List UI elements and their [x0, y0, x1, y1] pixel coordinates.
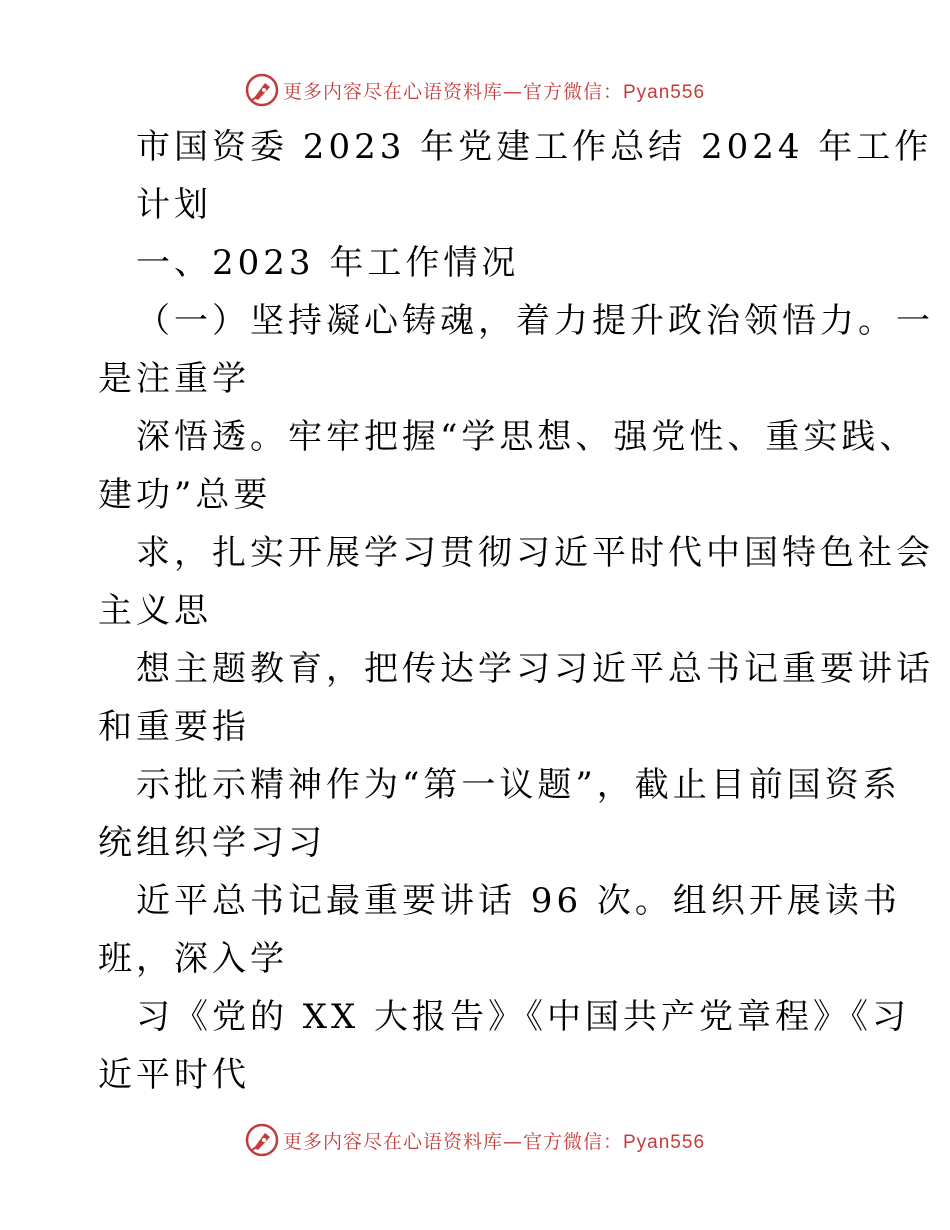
- pen-nib-logo-icon: [245, 73, 279, 107]
- text-line: 近平总书记最重要讲话 96 次。组织开展读书: [136, 881, 901, 921]
- doc-title-line-2: 计划: [136, 185, 212, 225]
- text-line: 是注重学: [98, 359, 250, 399]
- watermark-text: 更多内容尽在心语资料库—官方微信：Pyan556: [282, 1130, 706, 1153]
- text-line: 统组织学习习: [98, 823, 326, 863]
- doc-title-line-1: 市国资委 2023 年党建工作总结 2024 年工作: [136, 127, 933, 167]
- text-line: 求，扎实开展学习贯彻习近平时代中国特色社会: [136, 533, 934, 573]
- text-line: 近平时代: [98, 1055, 250, 1095]
- wechat-id: Pyan556: [623, 81, 706, 103]
- text-line: （一）坚持凝心铸魂，着力提升政治领悟力。一: [136, 301, 934, 341]
- wechat-id: Pyan556: [623, 1131, 706, 1153]
- text-line: 和重要指: [98, 707, 250, 747]
- section-heading: 一、2023 年工作情况: [136, 243, 520, 283]
- text-line: 班，深入学: [98, 939, 288, 979]
- header-watermark: [0, 70, 950, 110]
- text-line: 深悟透。牢牢把握“学思想、强党性、重实践、: [136, 417, 918, 457]
- watermark-text: 更多内容尽在心语资料库—官方微信：Pyan556: [282, 80, 706, 103]
- text-line: 示批示精神作为“第一议题”，截止目前国资系: [136, 765, 901, 805]
- text-line: 想主题教育，把传达学习习近平总书记重要讲话: [136, 649, 934, 689]
- text-line: 习《党的 XX 大报告》《中国共产党章程》《习: [136, 997, 911, 1037]
- text-line: 主义思: [98, 591, 212, 631]
- document-body: [98, 118, 934, 1104]
- pen-nib-logo-icon: [245, 1123, 279, 1157]
- text-line: 建功”总要: [98, 475, 272, 515]
- footer-watermark: [0, 1120, 950, 1160]
